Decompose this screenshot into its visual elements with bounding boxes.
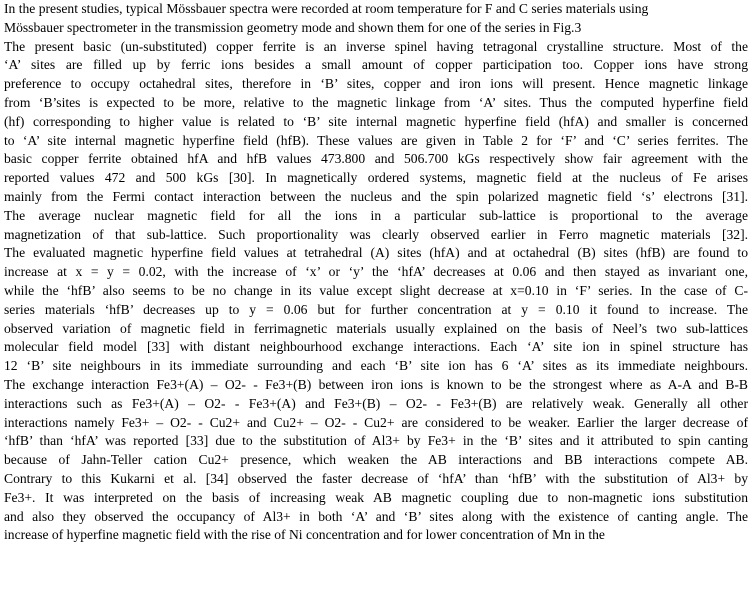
text-line: mainly from the Fermi contact interaction between the nucleus and the spin polarized magnetic field ‘s’ electrons [31]. [4, 188, 748, 204]
text-line: reported values 472 and 500 kGs [30]. In magnetically ordered systems, magnetic field at the nucleus of Fe arises [4, 170, 748, 186]
text-line: The evaluated magnetic hyperfine field values at tetrahedral (A) sites (hfA) and at octahedral (B) sites (hfB) are found to [4, 245, 748, 261]
text-line: and also they observed the occupancy of Al3+ in both ‘A’ and ‘B’ sites along with the existence of canting angle. The [4, 508, 748, 524]
text-line: The exchange interaction Fe3+(A) – O2- - Fe3+(B) between iron ions is known to be the strongest where as A-A and B-B [4, 376, 748, 392]
text-line: from ‘B’sites is expected to be more, relative to the magnetic linkage from ‘A’ sites. Thus the computed hyperfine field [4, 94, 748, 110]
text-line: increase of hyperfine magnetic field with the rise of Ni concentration and for lower concentration of Mn in the [4, 527, 605, 543]
text-line: (hf) corresponding to higher value is related to ‘B’ site internal magnetic hyperfine field (hfA) and smaller is concerned [4, 113, 748, 129]
text-line: while the ‘hfB’ also seems to be no change in its value except slight decrease at x=0.10 in ‘F’ series. In the case of C- [4, 282, 748, 298]
text-line: In the present studies, typical Mössbauer spectra were recorded at room temperature for F and C series materials using [4, 1, 649, 16]
text-line: series materials ‘hfB’ decreases up to y = 0.06 but for further concentration at y = 0.10 it found to increase. The [4, 301, 748, 317]
text-line: interactions such as Fe3+(A) – O2- - Fe3+(A) and Fe3+(B) – O2- - Fe3+(B) are relatively weak. Generally all other [4, 395, 748, 411]
text-line: observed variation of magnetic field in ferrimagnetic materials usually explained on the basis of Neel’s two sub-lattices [4, 320, 748, 336]
text-line: to ‘A’ site internal magnetic hyperfine field (hfB). These values are given in Table 2 for ‘F’ and ‘C’ series ferrites. The [4, 132, 748, 148]
body-text [4, 0, 748, 545]
text-line: The average nuclear magnetic field for all the ions in a particular sub-lattice is proportional to the average [4, 207, 748, 223]
text-line: basic copper ferrite obtained hfA and hfB values 473.800 and 506.700 kGs respectively show fair agreement with the [4, 151, 748, 167]
text-line: preference to occupy octahedral sites, therefore in ‘B’ sites, copper and iron ions will present. Hence magnetic linkage [4, 76, 748, 92]
text-line: ‘A’ sites are filled up by ferric ions besides a small amount of copper participation too. Copper ions have strong [4, 57, 748, 73]
text-line: increase at x = y = 0.02, with the increase of ‘x’ or ‘y’ the ‘hfA’ decreases at 0.06 and then stayed as invariant one, [4, 264, 748, 280]
text-line: ‘hfB’ than ‘hfA’ was reported [33] due to the substitution of Al3+ by Fe3+ in the ‘B’ sites and it attributed to spin canting [4, 433, 748, 449]
text-line: Fe3+. It was interpreted on the basis of increasing weak AB magnetic coupling due to non-magnetic ions substitution [4, 489, 748, 505]
text-line: molecular field model [33] with distant neighbourhood exchange interactions. Each ‘A’ site ion in spinel structure has [4, 339, 748, 355]
text-line: Mössbauer spectrometer in the transmission geometry mode and shown them for one of the series in Fig.3 [4, 19, 582, 35]
text-line: because of Jahn-Teller cation Cu2+ presence, which weaken the AB interactions and BB interactions compete AB. [4, 452, 748, 468]
text-line: magnetization of that sub-lattice. Such proportionality was clearly observed earlier in Ferro magnetic materials [32]. [4, 226, 748, 242]
text-line: Contrary to this Kukarni et al. [34] observed the faster decrease of ‘hfA’ than ‘hfB’ with the substitution of Al3+ by [4, 470, 748, 486]
text-line: interactions namely Fe3+ – O2- - Cu2+ and Cu2+ – O2- - Cu2+ are considered to be weaker. Earlier the larger decrease of [4, 414, 748, 430]
text-line: 12 ‘B’ site neighbours in its immediate surrounding and each ‘B’ site ion has 6 ‘A’ sites as its immediate neighbours. [4, 358, 748, 374]
document-page [4, 0, 748, 545]
text-line: The present basic (un-substituted) copper ferrite is an inverse spinel having tetragonal crystalline structure. Most of the [4, 38, 748, 54]
